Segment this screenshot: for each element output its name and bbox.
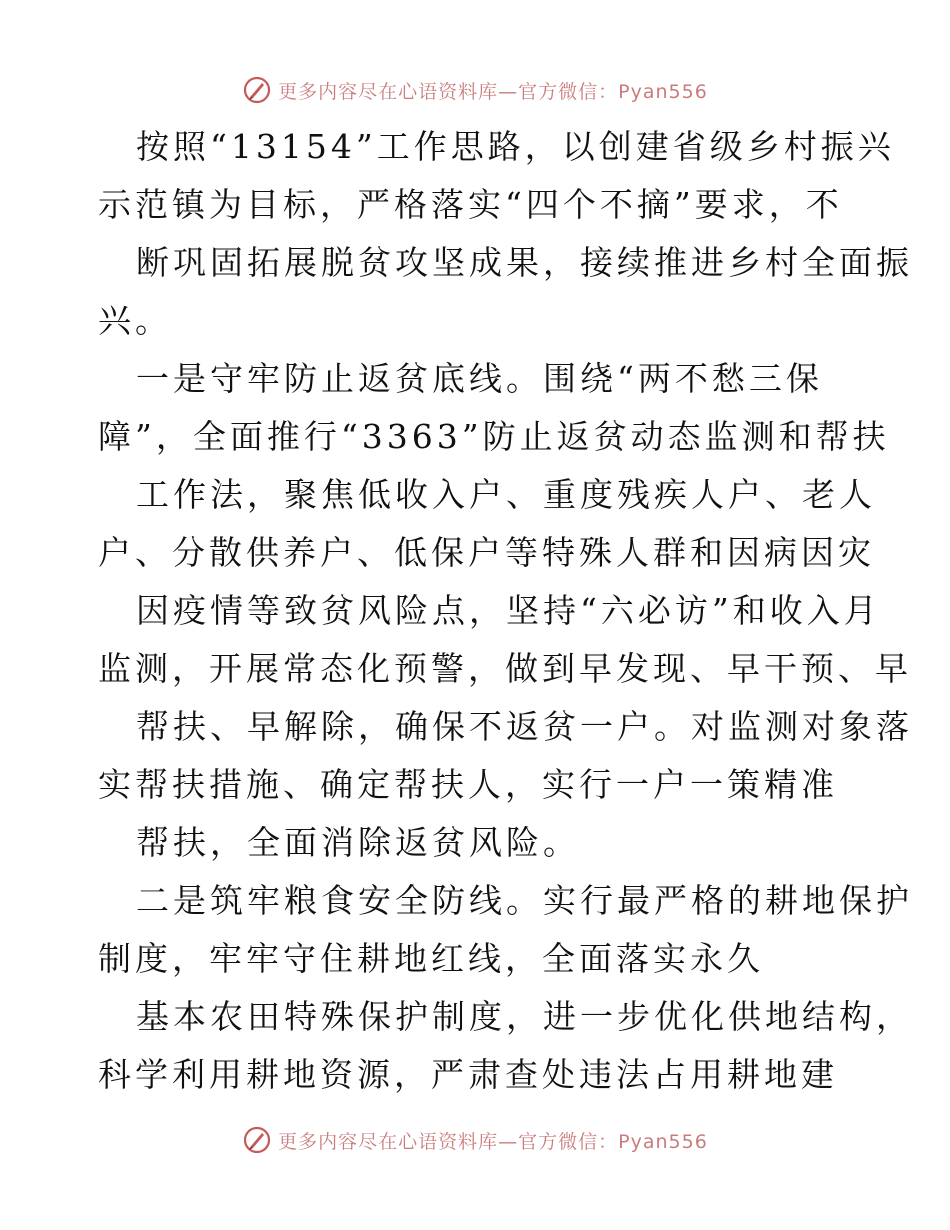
text-line: 帮扶、早解除，确保不返贫一户。对监测对象落 [136,707,913,746]
text-line: 障”，全面推行“3363”防止返贫动态监测和帮扶 [98,417,890,456]
text-line: 兴。 [98,301,172,340]
text-line: 示范镇为目标，严格落实“四个不摘”要求，不 [98,185,843,224]
watermark-footer [0,1120,950,1160]
quill-logo-icon [242,1125,272,1155]
watermark-header [0,70,950,110]
quill-logo-icon [242,75,272,105]
text-line: 二是筑牢粮食安全防线。实行最严格的耕地保护 [136,881,913,920]
text-line: 科学利用耕地资源，严肃查处违法占用耕地建 [98,1055,838,1094]
text-line: 户、分散供养户、低保户等特殊人群和因病因灾 [98,533,875,572]
text-line: 基本农田特殊保护制度，进一步优化供地结构， [136,997,913,1036]
text-line: 按照“13154”工作思路，以创建省级乡村振兴 [136,127,895,166]
text-line: 因疫情等致贫风险点，坚持“六必访”和收入月 [136,591,881,630]
watermark-text: 更多内容尽在心语资料库—官方微信：Pyan556 [278,1130,708,1153]
text-line: 工作法，聚焦低收入户、重度残疾人户、老人 [136,475,876,514]
text-line: 断巩固拓展脱贫攻坚成果，接续推进乡村全面振 [136,243,913,282]
watermark-text: 更多内容尽在心语资料库—官方微信：Pyan556 [278,80,708,103]
text-line: 实帮扶措施、确定帮扶人，实行一户一策精准 [98,765,838,804]
text-line: 帮扶，全面消除返贫风险。 [136,823,580,862]
text-line: 监测，开展常态化预警，做到早发现、早干预、早 [98,649,912,688]
text-line: 一是守牢防止返贫底线。围绕“两不愁三保 [136,359,823,398]
text-line: 制度，牢牢守住耕地红线，全面落实永久 [98,939,764,978]
